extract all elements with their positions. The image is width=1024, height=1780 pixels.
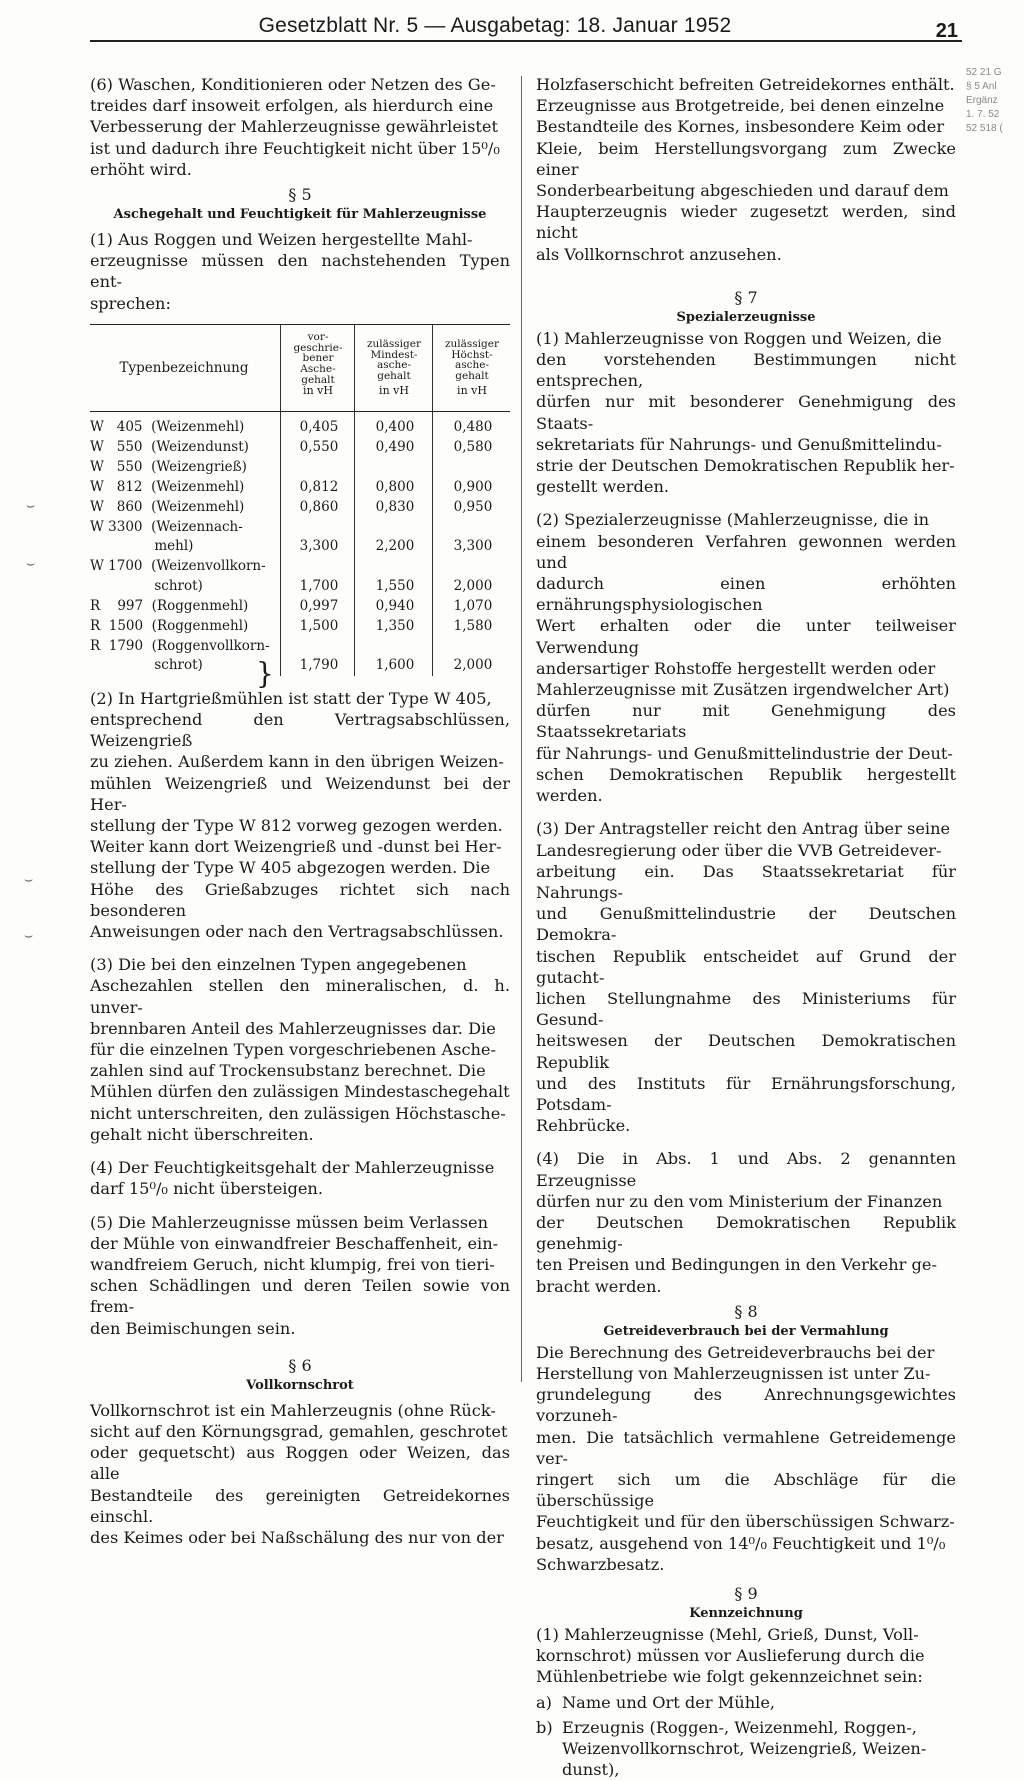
table-cell-v2: 1,600 (375, 657, 415, 674)
paragraph-7-3 (536, 818, 956, 1136)
table-row-type: R 1500 (Roggenmehl) (90, 617, 249, 634)
ash-content-table (90, 324, 510, 691)
page-number: 21 (935, 20, 958, 42)
text-line: sicht auf den Körnungsgrad, gemahlen, geschrotet (90, 1421, 508, 1441)
gazette-title: Gesetzblatt Nr. 5 — Ausgabetag: 18. Januar 1952 (258, 14, 732, 37)
text-line: Mühlenbetriebe wie folgt gekennzeichnet sein: (536, 1667, 923, 1687)
section-9-title: Kennzeichnung (689, 1606, 803, 1621)
list-item-b-cont: Weizenvollkornschrot, Weizengrieß, Weizen- (562, 1739, 927, 1759)
table-cell-v1: 0,405 (299, 418, 339, 435)
section-8-title: Getreideverbrauch bei der Vermahlung (603, 1323, 889, 1339)
text-line: heitswesen der Deutschen Demokratischen Republik (536, 1031, 956, 1072)
text-line: oder gequetscht) aus Roggen oder Weizen, das alle (90, 1443, 510, 1484)
section-8-number: § 8 (734, 1301, 758, 1321)
text-line: Kleie, beim Herstellungsvorgang zum Zwecke einer (536, 138, 956, 179)
text-line: und Genußmittelindustrie der Deutschen Demokra- (536, 904, 956, 945)
table-cell-v2: 1,350 (375, 617, 415, 634)
section-5-title: Aschegehalt und Feuchtigkeit für Mahlerzeugnisse (113, 207, 487, 223)
marginal-line: 1. 7. 52 (966, 109, 1000, 120)
table-column-divider (354, 324, 355, 676)
text-line: Haupterzeugnis wieder zugesetzt werden, sind nicht (536, 202, 956, 243)
table-column-divider (280, 324, 281, 676)
text-line: Wert erhalten oder die unter teilweiser Verwendung (536, 616, 956, 657)
table-cell-v1: 0,812 (299, 478, 339, 495)
marginal-line: 52 518 ( (966, 123, 1003, 134)
table-cell-v2: 0,830 (375, 498, 415, 515)
text-line: Landesregierung oder über die VVB Getreidever- (536, 840, 942, 860)
text-line: und des Instituts für Ernährungsforschung, Potsdam- (536, 1073, 956, 1114)
table-cell-v3: 1,580 (453, 617, 493, 634)
marginal-line: 52 21 G (966, 67, 1002, 78)
table-cell-v3: 2,000 (453, 657, 493, 674)
text-line: (1) Mahlerzeugnisse von Roggen und Weizen, die (536, 328, 942, 348)
text-line: (1) Mahlerzeugnisse (Mehl, Grieß, Dunst, Voll- (536, 1625, 919, 1644)
text-line: nicht unterschreiten, den zulässigen Höchstasche- (90, 1103, 506, 1123)
text-line: (4) Der Feuchtigkeitsgehalt der Mahlerzeugnisse (90, 1158, 495, 1178)
table-cell-v1: 0,997 (299, 597, 339, 614)
table-cell-v2: 0,490 (375, 438, 415, 455)
table-row-type: R 1790 (Roggenvollkorn- (90, 637, 270, 654)
text-line: lichen Stellungnahme des Ministeriums für Gesund- (536, 988, 956, 1030)
marginal-line: § 5 Anl (966, 81, 997, 92)
header-line: geschrie- (293, 341, 343, 354)
text-line: (2) In Hartgrießmühlen ist statt der Type W 405, (90, 688, 492, 708)
text-line: sekretariats für Nahrungs- und Genußmittelindu- (536, 434, 942, 454)
paragraph-7-4 (536, 1148, 956, 1296)
text-line: einem besonderen Verfahren gewonnen werden und (536, 531, 956, 572)
margin-pencil-mark: ⌣ (26, 498, 36, 514)
table-cell-v2: 1,550 (375, 577, 415, 594)
header-unit: in vH (303, 383, 333, 397)
table-row-type: W 812 (Weizenmehl) (90, 478, 245, 495)
header-line: zulässiger (444, 337, 499, 350)
header-line: gehalt (301, 374, 335, 387)
text-line: Verbesserung der Mahlerzeugnisse gewährleistet (90, 117, 499, 137)
text-line: des Keimes oder bei Naßschälung des nur von der (90, 1527, 504, 1547)
table-row-type: W 860 (Weizenmehl) (90, 498, 245, 515)
text-line: brennbaren Anteil des Mahlerzeugnisses dar. Die (90, 1018, 496, 1038)
paragraph-6 (90, 1400, 510, 1548)
text-line: den vorstehenden Bestimmungen nicht entsprechen, (536, 350, 956, 391)
list-text: Erzeugnis (Roggen-, Weizenmehl, Roggen-, (562, 1717, 917, 1737)
table-row-type: mehl) (90, 538, 194, 555)
text-line: zu ziehen. Außerdem kann in den übrigen Weizen- (90, 752, 504, 772)
paragraph-5-1 (90, 229, 510, 314)
text-line: (1) Aus Roggen und Weizen hergestellte Mahl- (90, 230, 473, 250)
table-cell-v1: 1,500 (299, 617, 339, 634)
text-line: erzeugnisse müssen den nachstehenden Typen ent- (90, 251, 510, 292)
text-line: Höhe des Grießabzuges richtet sich nach besonderen (90, 879, 510, 920)
table-cell-v2: 0,400 (375, 418, 415, 435)
text-line: grundelegung des Anrechnungsgewichtes vorzuneh- (536, 1385, 956, 1426)
text-line: der Deutschen Demokratischen Republik genehmig- (536, 1212, 956, 1254)
table-row-type: schrot) (90, 657, 203, 674)
text-line: gehalt nicht überschreiten. (90, 1124, 314, 1144)
table-rule-top (90, 324, 510, 325)
table-row-type: schrot) (90, 577, 203, 594)
text-line: dadurch einen erhöhten ernährungsphysiologischen (536, 574, 956, 615)
table-row-type: W 550 (Weizendunst) (90, 438, 249, 455)
paragraph-8 (536, 1342, 956, 1575)
text-line: strie der Deutschen Demokratischen Republik her- (536, 456, 955, 476)
table-cell-v1: 1,700 (299, 577, 339, 594)
text-line: bracht werden. (536, 1276, 662, 1296)
section-6-title: Vollkornschrot (246, 1377, 354, 1393)
text-line: Mühlen dürfen den zulässigen Mindestaschegehalt (90, 1082, 510, 1102)
header-line: bener (302, 352, 334, 365)
section-5-number: § 5 (288, 185, 312, 205)
table-row-type: R 997 (Roggenmehl) (90, 597, 249, 614)
header-line: Asche- (300, 363, 336, 376)
right-column (536, 74, 956, 1780)
text-line: dürfen nur zu den vom Ministerium der Finanzen (536, 1191, 943, 1211)
section-7-title: Spezialerzeugnisse (676, 309, 816, 325)
text-line: Bestandteile des gereinigten Getreidekornes einschl. (90, 1485, 510, 1526)
paragraph-5-6 (90, 74, 510, 180)
text-line: Feuchtigkeit und für den überschüssigen Schwarz- (536, 1512, 955, 1532)
text-line: ist und dadurch ihre Feuchtigkeit nicht über 15⁰/₀ (90, 138, 500, 158)
header-line: zulässiger (366, 337, 421, 350)
text-line: zahlen sind auf Trockensubstanz berechnet. Die (90, 1061, 486, 1081)
section-7-number: § 7 (734, 287, 758, 307)
header-line: vor- (307, 330, 329, 343)
text-line: als Vollkornschrot anzusehen. (536, 244, 782, 264)
paragraph-5-4 (90, 1157, 510, 1199)
table-row-type: W 1700 (Weizenvollkorn- (90, 558, 266, 575)
table-header-prescribed-ash (282, 332, 354, 397)
page-header (90, 8, 962, 42)
text-line: dürfen nur mit besonderer Genehmigung des Staats- (536, 392, 956, 433)
text-line: Die Berechnung des Getreideverbrauchs bei der (536, 1342, 935, 1362)
brace-glyph: } (256, 655, 274, 691)
text-line: für Nahrungs- und Genußmittelindustrie der Deut- (536, 743, 953, 763)
text-line: darf 15⁰/₀ nicht übersteigen. (90, 1179, 323, 1199)
text-line: stellung der Type W 405 abgezogen werden. Die (90, 858, 491, 878)
paragraph-5-5 (90, 1212, 510, 1339)
text-line: Sonderbearbeitung abgeschieden und darauf dem (536, 181, 949, 201)
text-line: kornschrot) müssen vor Auslieferung durch die (536, 1646, 925, 1666)
table-cell-v1: 3,300 (299, 538, 339, 555)
table-cell-v2: 2,200 (375, 538, 415, 555)
paragraph-5-2 (90, 688, 510, 942)
text-line: Holzfaserschicht befreiten Getreidekornes enthält. (536, 75, 955, 94)
header-line: Mindest- (370, 348, 418, 361)
header-line: Höchst- (451, 348, 493, 361)
table-header-type: Typenbezeichnung (119, 359, 249, 376)
text-line: Erzeugnisse aus Brotgetreide, bei denen einzelne (536, 96, 945, 116)
text-line: (3) Die bei den einzelnen Typen angegebenen (90, 955, 467, 975)
text-line: Vollkornschrot ist ein Mahlerzeugnis (ohne Rück- (90, 1400, 496, 1420)
section-9-number: § 9 (734, 1584, 758, 1603)
text-line: Anweisungen oder nach den Vertragsabschlüssen. (90, 922, 504, 942)
text-line: entsprechend den Vertragsabschlüssen, Weizengrieß (90, 710, 510, 751)
text-line: (2) Spezialerzeugnisse (Mahlerzeugnisse, die in (536, 510, 930, 530)
section-6-number: § 6 (288, 1355, 312, 1375)
table-cell-v1: 0,860 (299, 498, 339, 515)
column-divider (521, 76, 522, 1382)
table-cell-v1: 1,790 (299, 657, 339, 674)
text-line: der Mühle von einwandfreier Beschaffenheit, ein- (90, 1233, 499, 1253)
header-unit: in vH (457, 384, 487, 398)
text-line: (5) Die Mahlerzeugnisse müssen beim Verlassen (90, 1212, 489, 1232)
paragraph-7-1 (536, 328, 956, 498)
text-line: Schwarzbesatz. (536, 1554, 665, 1574)
text-line: Aschezahlen stellen den mineralischen, d. h. unver- (90, 976, 510, 1017)
header-unit: in vH (379, 384, 409, 398)
marginal-note (966, 66, 1022, 136)
text-line: erhöht wird. (90, 159, 192, 179)
list-item-b-cont: dunst), (562, 1760, 620, 1780)
text-line: stellung der Type W 812 vorweg gezogen werden. (90, 816, 503, 836)
table-row-type: W 550 (Weizengrieß) (90, 458, 247, 475)
text-line: Rehbrücke. (536, 1116, 631, 1136)
list-label: b) (536, 1717, 553, 1737)
text-line: Mahlerzeugnisse mit Zusätzen irgendwelcher Art) (536, 680, 950, 700)
text-line: dürfen nur mit Genehmigung des Staatssekretariats (536, 701, 956, 742)
text-line: für die einzelnen Typen vorgeschriebenen Asche- (90, 1040, 496, 1060)
text-line: besatz, ausgehend von 14⁰/₀ Feuchtigkeit und 1⁰/₀ (536, 1533, 946, 1553)
table-cell-v2: 0,800 (375, 478, 415, 495)
text-line: den Beimischungen sein. (90, 1318, 296, 1338)
text-line: arbeitung ein. Das Staatssekretariat für Nahrungs- (536, 861, 956, 902)
paragraph-7-2 (536, 509, 956, 806)
list-label: a) (536, 1692, 552, 1712)
marginal-line: Ergänz (966, 95, 998, 106)
table-column-divider (432, 324, 433, 676)
text-line: Bestandteile des Kornes, insbesondere Keim oder (536, 117, 945, 137)
margin-pencil-mark: ⌣ (24, 872, 34, 888)
text-line: schen Demokratischen Republik hergestellt werden. (536, 764, 956, 806)
table-cell-v3: 1,070 (453, 597, 493, 614)
text-line: mühlen Weizengrieß und Weizendunst bei der Her- (90, 773, 510, 814)
header-line: asche- (376, 359, 412, 372)
text-line: ten Preisen und Bedingungen in den Verkehr ge- (536, 1255, 937, 1275)
table-header-min-ash (356, 339, 432, 397)
table-cell-v3: 0,900 (453, 478, 493, 495)
table-cell-v3: 0,580 (453, 438, 493, 455)
margin-pencil-mark: ⌣ (26, 556, 36, 572)
table-header-max-ash (434, 339, 510, 397)
table-cell-v2: 0,940 (375, 597, 415, 614)
header-line: gehalt (455, 370, 489, 383)
text-line: schen Schädlingen und deren Teilen sowie von frem- (90, 1276, 510, 1317)
table-cell-v1: 0,550 (299, 438, 339, 455)
list-item-a (536, 1692, 956, 1713)
table-cell-v3: 2,000 (453, 577, 493, 594)
text-line: (6) Waschen, Konditionieren oder Netzen des Ge- (90, 75, 496, 94)
text-line: Weiter kann dort Weizengrieß und -dunst bei Her- (90, 837, 502, 857)
table-cell-v3: 3,300 (453, 538, 493, 555)
text-line: andersartiger Rohstoffe hergestellt werden oder (536, 658, 936, 678)
text-line: treides darf insoweit erfolgen, als hierdurch eine (90, 96, 494, 116)
text-line: gestellt werden. (536, 477, 670, 497)
list-text: Name und Ort der Mühle, (562, 1692, 776, 1712)
paragraph-9-1 (536, 1624, 956, 1688)
table-row-type: W 405 (Weizenmehl) (90, 418, 245, 435)
paragraph-5-3 (90, 954, 510, 1145)
text-line: (3) Der Antragsteller reicht den Antrag über seine (536, 819, 951, 839)
table-cell-v3: 0,480 (453, 418, 493, 435)
text-line: men. Die tatsächlich vermahlene Getreidemenge ver- (536, 1427, 956, 1468)
table-rule-header (90, 411, 510, 412)
list-item-b (536, 1717, 956, 1738)
header-line: gehalt (377, 370, 411, 383)
text-line: Herstellung von Mahlerzeugnissen ist unter Zu- (536, 1363, 931, 1383)
table-cell-v3: 0,950 (453, 498, 493, 515)
margin-pencil-mark: ⌣ (24, 928, 34, 944)
text-line: tischen Republik entscheidet auf Grund der gutacht- (536, 946, 956, 987)
text-line: wandfreiem Geruch, nicht klumpig, frei von tieri- (90, 1254, 495, 1274)
text-line: (4) Die in Abs. 1 und Abs. 2 genannten Erzeugnisse (536, 1149, 956, 1190)
header-line: asche- (454, 359, 490, 372)
left-column (90, 74, 510, 1548)
text-line: ringert sich um die Abschläge für die überschüssige (536, 1469, 956, 1511)
paragraph-6-continued (536, 74, 956, 265)
table-row-type: W 3300 (Weizennach- (90, 518, 243, 535)
text-line: sprechen: (90, 293, 171, 313)
